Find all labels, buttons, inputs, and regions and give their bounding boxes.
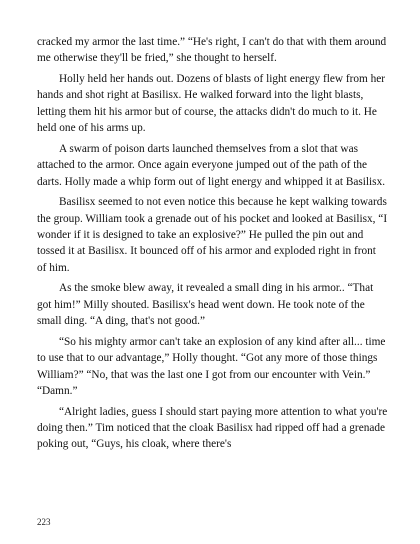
paragraph-7: “Alright ladies, guess I should start paying more attention to what you're doing then.” Tim noticed that the cloak Basilisx had ripped off had a grenade poking out, “Guys, his cloak, where there's (37, 405, 388, 451)
page-number: 223 (37, 517, 51, 527)
paragraph-5: As the smoke blew away, it revealed a small ding in his armor.. “That got him!” Milly shouted. Basilisx's head went down. He took note of the small ding. “A ding, that's not good.” (37, 282, 374, 328)
paragraph-1: cracked my armor the last time.” “He's right, I can't do that with them around me otherwise they'll be fried,” she thought to herself. (37, 36, 387, 65)
paragraph-3: A swarm of poison darts launched themselves from a slot that was attached to the armor. Once again everyone jumped out of the path of the darts. Holly made a whip form out of light energy and whipped it at Basilisx. (37, 142, 386, 188)
paragraph-2: Holly held her hands out. Dozens of blasts of light energy flew from her hands and shot right at Basilisx. He walked forward into the light blasts, letting them hit his armor but of course, the attacks didn't do much to it. He held one of his arms up. (37, 72, 386, 135)
body-text (37, 34, 388, 457)
paragraph-4: Basilisx seemed to not even notice this because he kept walking towards the group. William took a grenade out of his pocket and looked at Basilisx, “I wonder if it is designed to take an explosive?” He pulled the pin out and tossed it at Basilisx. It bounced off of his armor and exploded right in front of him. (37, 196, 388, 274)
paragraph-6: “So his mighty armor can't take an explosion of any kind after all... time to use that to our advantage,” Holly thought. “Got any more of those things William?” “No, that was the last one I got from our encounter with Vein.” “Damn.” (37, 335, 386, 398)
